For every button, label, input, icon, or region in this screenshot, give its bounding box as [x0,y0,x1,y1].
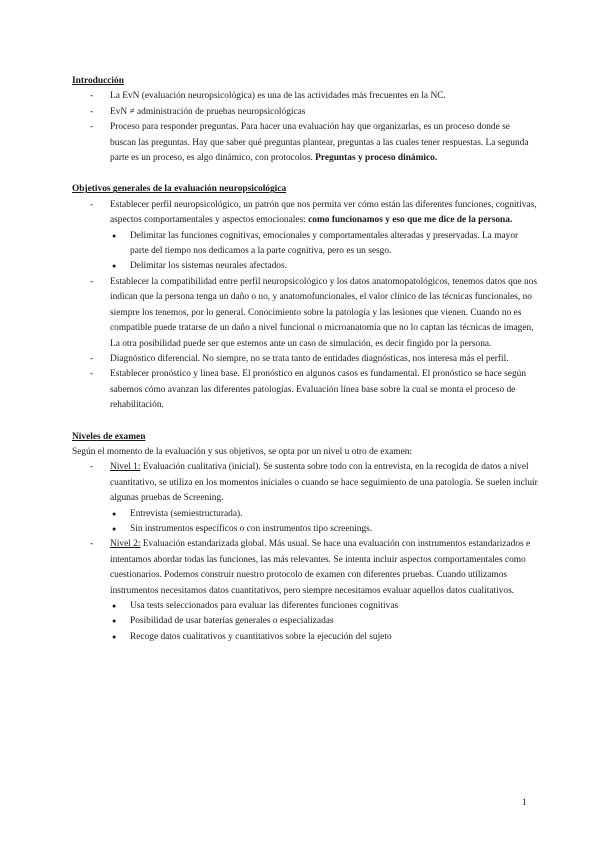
section-title-introduccion: Introducción [72,76,124,86]
list-item-text: EvN ≠ administración de pruebas neuropsicológicas [110,106,306,117]
nivel-label: Nivel 2: [110,539,141,550]
list-item-bold-text: como funcionamos y eso que me dice de la persona. [308,215,513,226]
list-item [72,352,538,367]
niveles-intro: Según el momento de la evaluación y sus objetivos, se opta por un nivel u otro de examen: [72,446,413,457]
sublist-item: ● Entrevista (semiestructurada). [72,507,538,522]
sublist-item: ● Posibilidad de usar baterías generales o especializadas [72,614,538,629]
sublist-item: ● Recoge datos cualitativos y cuantitativos sobre la ejecución del sujeto [72,630,538,645]
nivel1-sublist [72,507,538,538]
niveles-list [72,460,538,645]
list-item [72,537,538,645]
list-item-bold-text: Preguntas y proceso dinámico. [315,153,438,164]
introduccion-list [72,89,538,166]
sublist-item: ● Usa tests seleccionados para evaluar las diferentes funciones cognitivas [72,599,538,614]
list-item-text: Establecer pronóstico y línea base. El pronóstico en algunos casos es fundamental. El pronóstico se hace según sabemos cómo avanzan las diferentes patologías. Evaluación línea base sobre la cual se monta el proceso de rehabilitación. [110,369,527,411]
list-item [72,275,538,352]
list-item [72,460,538,537]
objetivos-sublist [72,229,538,275]
list-item-text: Evaluación estandarizada global. Más usual. Se hace una evaluación con instrumentos estandarizados e intentamos abordar todas las funciones, las más relevantes. Se intenta incluir aspectos comportamentales como cuestionarios. Podemos construir nuestro protocolo de examen con diferentes pruebas. Cuando utilizamos instrumentos necesitamos datos cuantitativos, pero siempre necesitamos evaluar aquellos datos cualitativos. [110,539,531,596]
list-item-text: Establecer la compatibilidad entre perfil neuropsicológico y los datos anatomopatológicos, tenemos datos que nos indican que la persona tenga un daño o no, y anatomofuncionales, el valor clínico de las técnicas funcionales, no siempre los tenemos, por lo general. Conocimiento sobre la patología y las lesiones que vienen. Cuando no es compatible puede tratarse de un daño a nivel funcional o microanatomía que no lo captan las técnicas de imagen, La otra posibilidad puede ser que estemos ante un caso de simulación, es decir fingido por la persona. [110,276,537,349]
section-objetivos [72,182,538,413]
sublist-item: ● Delimitar los sistemas neurales afectados. [72,259,538,274]
section-introduccion [72,74,538,166]
list-item [72,89,538,104]
section-title-objetivos: Objetivos generales de la evaluación neuropsicológica [72,184,287,195]
objetivos-list [72,198,538,414]
section-niveles [72,430,538,646]
list-item-text: Evaluación cualitativa (inicial). Se sustenta sobre todo con la entrevista, en la recogida de datos a nivel cuantitativo, se utiliza en los momentos iniciales o cuando se hace seguimiento de una patología. Se suelen incluir algunas pruebas de Screening. [110,462,538,504]
list-item-text: Proceso para responder preguntas. Para hacer una evaluación hay que organizarlas, es un proceso donde se buscan las preguntas. Hay que saber qué preguntas plantear, preguntas a las cuales tener respuestas. La segunda parte es un proceso, es algo dinámico, con protocolos. [110,122,529,164]
section-title-niveles: Niveles de examen [72,431,146,442]
list-item-text: Establecer perfil neuropsicológico, un patrón que nos permita ver cómo están las diferentes funciones, cognitivas, aspectos comportamentales y aspectos emocionales: [110,199,537,226]
sublist-item: ● Sin instrumentos específicos o con instrumentos tipo screenings. [72,522,538,537]
list-item [72,367,538,413]
list-item-text: Diagnóstico diferencial. No siempre, no se trata tanto de entidades diagnósticas, nos interesa más el perfil. [110,353,509,364]
nivel-label: Nivel 1: [110,462,141,473]
list-item [72,120,538,166]
document-page [72,74,538,645]
sublist-item: ● Delimitar las funciones cognitivas, emocionales y comportamentales alteradas y preservadas. La mayor parte del tiempo nos dedicamos a la parte cognitiva, pero es un sesgo. [72,229,538,260]
page-number: 1 [522,798,527,808]
nivel2-sublist [72,599,538,645]
list-item [72,198,538,275]
list-item [72,105,538,120]
list-item-text: La EvN (evaluación neuropsicológica) es una de las actividades más frecuentes en la NC. [110,91,446,102]
